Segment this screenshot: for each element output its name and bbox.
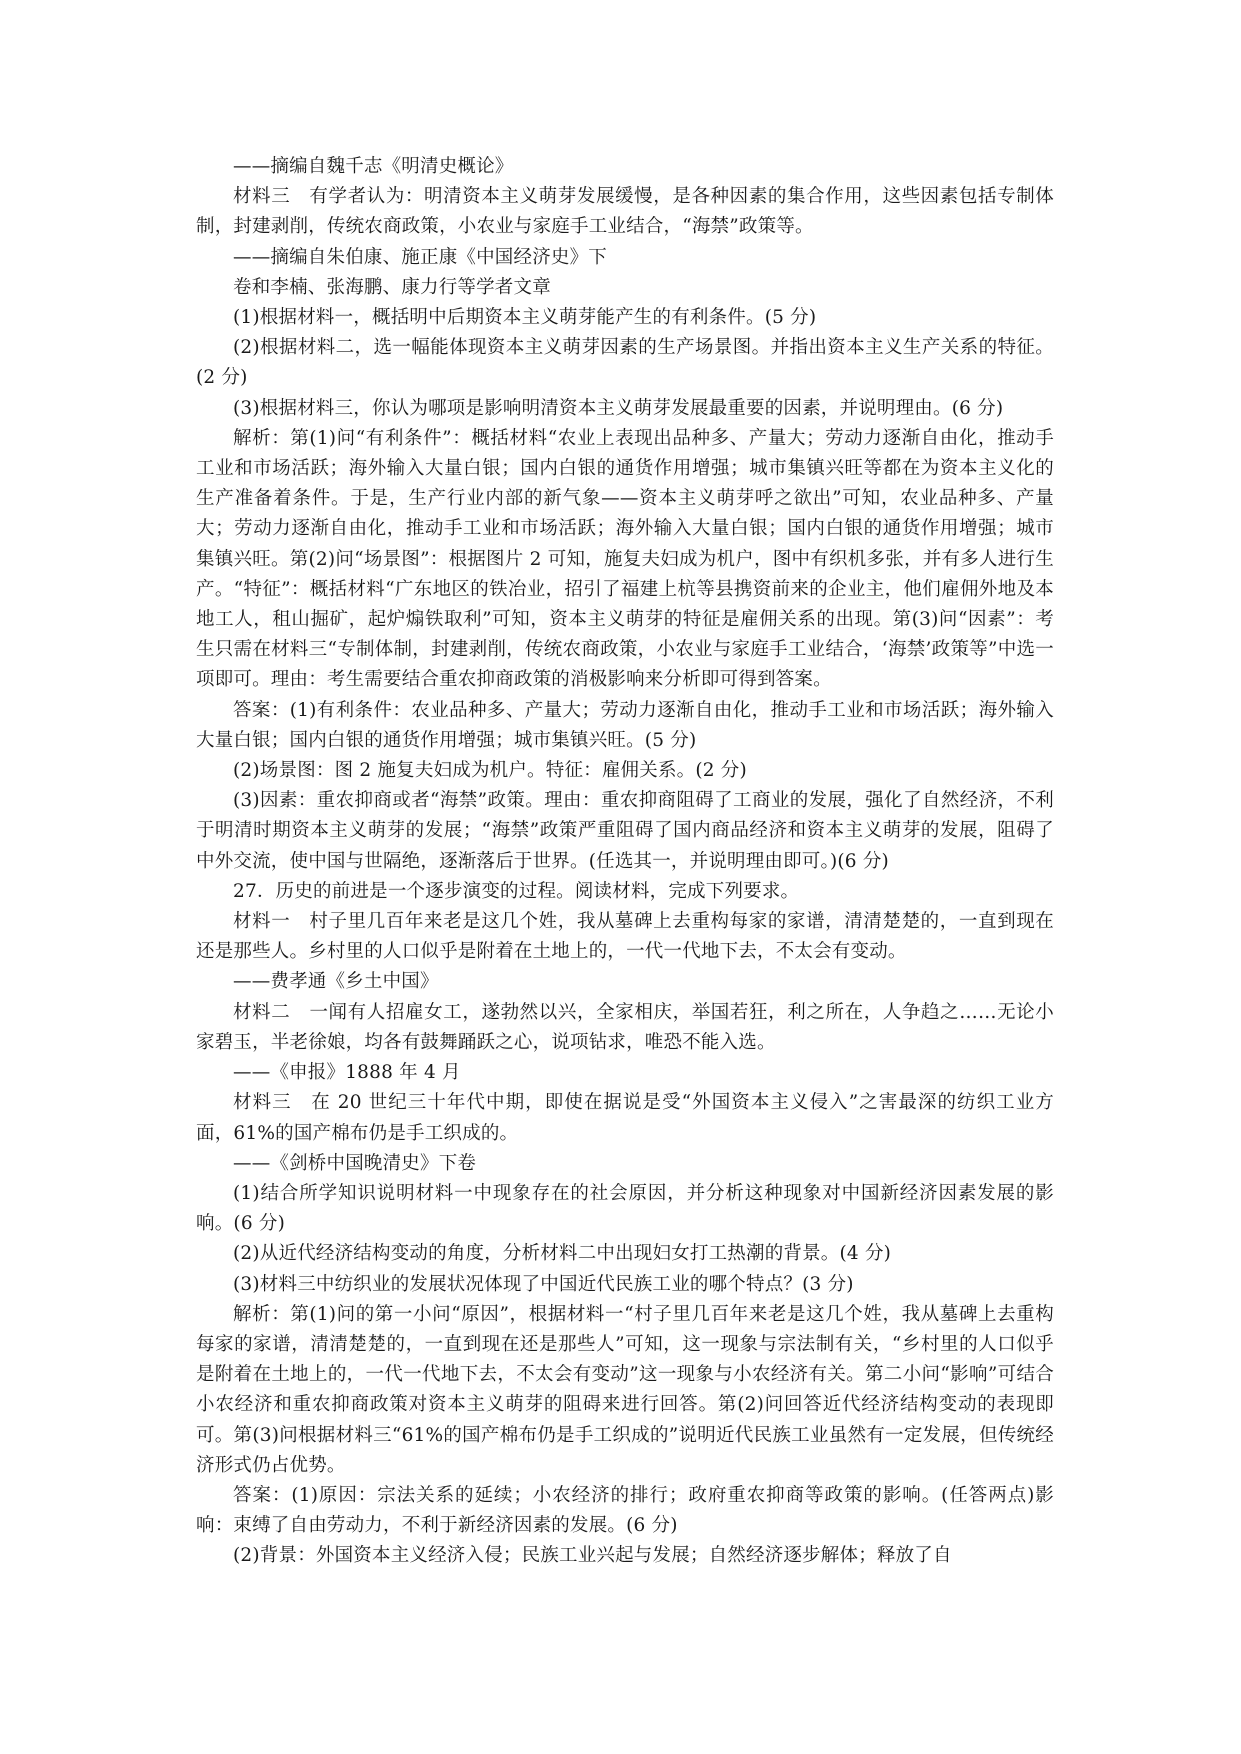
answer-1: 答案：(1)原因：宗法关系的延续；小农经济的排行；政府重农抑商等政策的影响。(任答两点)影响：束缚了自由劳动力，不利于新经济因素的发展。(6 分) bbox=[196, 1484, 1054, 1537]
question-27-stem: 27．历史的前进是一个逐步演变的过程。阅读材料，完成下列要求。 bbox=[233, 880, 800, 902]
document-body bbox=[196, 152, 1054, 1572]
question-2: (2)从近代经济结构变动的角度，分析材料二中出现妇女打工热潮的背景。(4 分) bbox=[233, 1243, 892, 1265]
material-two-paragraph: 材料二 一闻有人招雇女工，遂勃然以兴，全家相庆，举国若狂，利之所在，人争趋之……无论小家碧玉，半老徐娘，均各有鼓舞踊跃之心，说项钻求，唯恐不能入选。 bbox=[196, 1001, 1054, 1053]
question-1: (1)根据材料一，概括明中后期资本主义萌芽能产生的有利条件。(5 分) bbox=[233, 307, 817, 329]
analysis-paragraph: 解析：第(1)问“有利条件”：概括材料“农业上表现出品种多、产量大；劳动力逐渐自由化，推动手工业和市场活跃；海外输入大量白银；国内白银的通货作用增强；城市集镇兴旺等都在为资本主义化的生产准备着条件。于是，生产行业内部的新气象——资本主义萌芽呼之欲出”可知，农业品种多、产量大；劳动力逐渐自由化，推动手工业和市场活跃；海外输入大量白银；国内白银的通货作用增强；城市集镇兴旺。第(2)问“场景图”：根据图片 2 可知，施复夫妇成为机户，图中有织机多张，并有多人进行生产。“特征”：概括材料“广东地区的铁冶业，招引了福建上杭等县携资前来的企业主，他们雇佣外地及本地工人，租山掘矿，起炉煽铁取利”可知，资本主义萌芽的特征是雇佣关系的出现。第(3)问“因素”：考生只需在材料三“专制体制，封建剥削，传统农商政策，小农业与家庭手工业结合，‘海禁’政策等”中选一项即可。理由：考生需要结合重农抑商政策的消极影响来分析即可得到答案。 bbox=[196, 427, 1054, 691]
question-3: (3)根据材料三，你认为哪项是影响明清资本主义萌芽发展最重要的因素，并说明理由。(6 分) bbox=[233, 397, 1004, 419]
question-1: (1)结合所学知识说明材料一中现象存在的社会原因，并分析这种现象对中国新经济因素发展的影响。(6 分) bbox=[196, 1182, 1054, 1235]
source-citation: ——摘编自朱伯康、施正康《中国经济史》下 bbox=[233, 246, 608, 268]
source-citation-continued: 卷和李楠、张海鹏、康力行等学者文章 bbox=[233, 276, 551, 298]
analysis-paragraph: 解析：第(1)问的第一小问“原因”，根据材料一“村子里几百年来老是这几个姓，我从墓碑上去重构每家的家谱，清清楚楚的，一直到现在还是那些人”可知，这一现象与宗法制有关，“乡村里的人口似乎是附着在土地上的，一代一代地下去，不太会有变动”这一现象与小农经济有关。第二小问“影响”可结合小农经济和重农抑商政策对资本主义萌芽的阻碍来进行回答。第(2)问回答近代经济结构变动的表现即可。第(3)问根据材料三“61%的国产棉布仍是手工织成的”说明近代民族工业虽然有一定发展，但传统经济形式仍占优势。 bbox=[196, 1303, 1054, 1476]
material-three-paragraph: 材料三 有学者认为：明清资本主义萌芽发展缓慢，是各种因素的集合作用，这些因素包括专制体制，封建剥削，传统农商政策，小农业与家庭手工业结合，“海禁”政策等。 bbox=[196, 186, 1054, 238]
material-three-paragraph: 材料三 在 20 世纪三十年代中期，即使在据说是受“外国资本主义侵入”之害最深的纺织工业方面，61%的国产棉布仍是手工织成的。 bbox=[196, 1092, 1054, 1144]
answer-3: (3)因素：重农抑商或者“海禁”政策。理由：重农抑商阻碍了工商业的发展，强化了自然经济，不利于明清时期资本主义萌芽的发展；“海禁”政策严重阻碍了国内商品经济和资本主义萌芽的发展，阻碍了中外交流，使中国与世隔绝，逐渐落后于世界。(任选其一，并说明理由即可。)(6 分) bbox=[196, 790, 1054, 872]
answer-2: (2)背景：外国资本主义经济入侵；民族工业兴起与发展；自然经济逐步解体；释放了自 bbox=[233, 1545, 952, 1567]
material-one-paragraph: 材料一 村子里几百年来老是这几个姓，我从墓碑上去重构每家的家谱，清清楚楚的，一直到现在还是那些人。乡村里的人口似乎是附着在土地上的，一代一代地下去，不太会有变动。 bbox=[196, 911, 1054, 963]
answer-1: 答案：(1)有利条件：农业品种多、产量大；劳动力逐渐自由化，推动手工业和市场活跃；海外输入大量白银；国内白银的通货作用增强；城市集镇兴旺。(5 分) bbox=[196, 699, 1054, 751]
source-citation: ——摘编自魏千志《明清史概论》 bbox=[233, 156, 514, 177]
source-citation: ——《申报》1888 年 4 月 bbox=[233, 1062, 461, 1084]
answer-2: (2)场景图：图 2 施复夫妇成为机户。特征：雇佣关系。(2 分) bbox=[233, 760, 747, 782]
source-citation: ——《剑桥中国晚清史》下卷 bbox=[233, 1152, 477, 1174]
question-2: (2)根据材料二，选一幅能体现资本主义萌芽因素的生产场景图。并指出资本主义生产关系的特征。(2 分) bbox=[196, 337, 1054, 389]
question-3: (3)材料三中纺织业的发展状况体现了中国近代民族工业的哪个特点？(3 分) bbox=[233, 1273, 854, 1295]
source-citation: ——费孝通《乡土中国》 bbox=[233, 971, 439, 993]
